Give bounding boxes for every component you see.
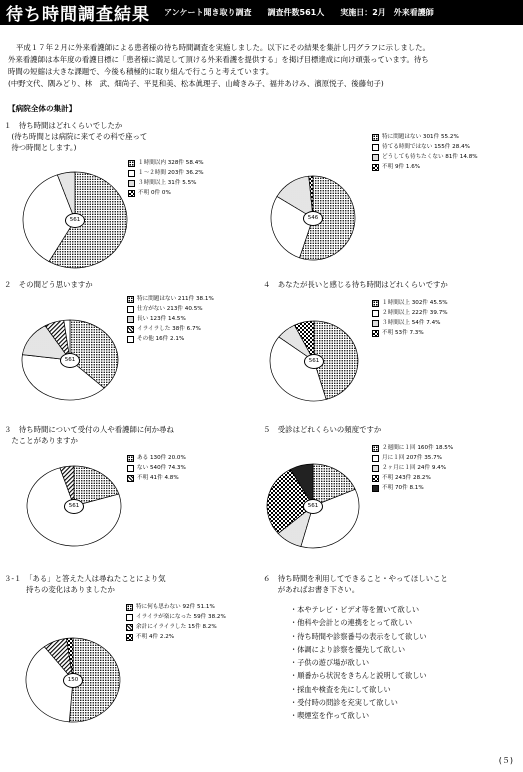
legend-label: 長い 123件 14.5% — [137, 316, 186, 322]
legend-item — [372, 298, 448, 308]
pie-center-label: 561 — [304, 354, 324, 369]
wish-item: ・子供の遊び場が欲しい — [290, 658, 370, 668]
legend-label: 月に１回 207件 35.7% — [382, 455, 442, 461]
pie-center-label: 561 — [65, 213, 85, 228]
wish-list — [290, 603, 427, 723]
legend-item — [372, 142, 478, 152]
legend-item — [127, 453, 186, 463]
legend-label: 仕方がない 213件 40.5% — [137, 306, 203, 312]
legend-swatch — [372, 445, 379, 452]
legend-item — [372, 318, 448, 328]
legend-label: ２時間以上 222件 39.7% — [382, 310, 448, 316]
intro-members: (中野文代、隅みどり、林 武、畑尚子、平見和美、松本眞理子、山崎きみ子、福井あけみ、濱原悦子、後藤旬子) — [8, 79, 384, 88]
legend-label: 不明 53件 7.3% — [382, 330, 424, 336]
question-1: １ 待ち時間はどれくらいでしたか (待ち時間とは病院に来てその科で座って 待つ時間とします。) — [4, 121, 148, 152]
legend-item — [127, 324, 214, 334]
legend-label: ２週間に１回 160件 18.5% — [382, 445, 454, 451]
legend-swatch — [372, 154, 379, 161]
legend-item — [372, 328, 448, 338]
section-heading: 【病院全体の集計】 — [8, 104, 77, 113]
legend-label: 特に何も思わない 92件 51.1% — [136, 604, 215, 610]
legend-item — [372, 463, 453, 473]
legend-swatch — [372, 475, 379, 482]
question-3: ３ 待ち時間について受付の人や看護師に何か尋ね たことがありますか — [4, 425, 174, 445]
wish-item: ・採血や検査を先にして欲しい — [290, 684, 391, 694]
pie-legend — [372, 443, 453, 493]
legend-item — [128, 158, 204, 168]
legend-label: １時間以内 328件 58.4% — [138, 160, 204, 166]
legend-item — [128, 188, 204, 198]
legend-label: イライラが楽になった 59件 38.2% — [136, 614, 226, 620]
wish-item: ・他科や会計との連携をとって欲しい — [290, 618, 413, 628]
legend-swatch — [372, 300, 379, 307]
legend-item — [128, 178, 204, 188]
legend-item — [127, 334, 214, 344]
legend-swatch — [127, 316, 134, 323]
legend-swatch — [372, 164, 379, 171]
pie-center-label: 150 — [63, 673, 83, 688]
legend-swatch — [126, 634, 133, 641]
legend-item — [127, 463, 186, 473]
wish-item: ・受付時の問診を充実して欲しい — [290, 698, 398, 708]
legend-label: 特に問題はない 301件 55.2% — [382, 134, 459, 140]
legend-swatch — [128, 180, 135, 187]
legend-label: ２ヶ月に１回 24件 9.4% — [382, 465, 447, 471]
legend-label: 不明 41件 4.8% — [137, 475, 179, 481]
legend-swatch — [127, 336, 134, 343]
legend-item — [372, 162, 478, 172]
legend-label: イライラした 38件 6.7% — [137, 326, 201, 332]
legend-item — [128, 168, 204, 178]
legend-item — [127, 294, 214, 304]
legend-label: 不明 70件 8.1% — [382, 485, 424, 491]
question-5: ５ 受診はどれくらいの頻度ですか — [263, 425, 382, 434]
legend-item — [126, 602, 226, 612]
intro-line: 外来看護師は本年度の看護目標に「患者様に満足して頂ける外来看護を提供する」を掲げ目標達成に向け頑張っています。待ち — [8, 55, 429, 64]
legend-swatch — [126, 604, 133, 611]
intro-line: 時間の短縮は大きな課題で、今後も積極的に取り組んで行こうと考えています。 — [8, 67, 274, 76]
legend-item — [372, 473, 453, 483]
wish-item: ・喫煙室を作って欲しい — [290, 711, 370, 721]
legend-swatch — [128, 190, 135, 197]
page-number: (５) — [498, 756, 513, 765]
question-6: ６ 待ち時間を利用してできること・やってほしいこと があればお書き下さい。 — [263, 574, 448, 594]
page-title: 待ち時間調査結果 — [6, 5, 150, 25]
legend-swatch — [372, 320, 379, 327]
legend-swatch — [128, 170, 135, 177]
legend-item — [127, 314, 214, 324]
legend-swatch — [372, 144, 379, 151]
pie-legend — [127, 453, 186, 483]
pie-legend — [372, 132, 478, 172]
legend-item — [372, 483, 453, 493]
legend-item — [372, 443, 453, 453]
legend-label: その他 16件 2.1% — [137, 336, 185, 342]
page-header — [0, 0, 523, 25]
intro-line: 平成１７年２月に外来看護師による患者様の待ち時間調査を実施しました。以下にその結果を集計し円グラフに示しました。 — [16, 43, 430, 52]
legend-swatch — [126, 614, 133, 621]
legend-label: 特に問題はない 211件 38.1% — [137, 296, 214, 302]
question-2: ２ その間どう思いますか — [4, 280, 93, 289]
legend-label: １時間以上 302件 45.5% — [382, 300, 448, 306]
legend-label: ある 130件 20.0% — [137, 455, 186, 461]
legend-label: 不明 4件 2.2% — [136, 634, 175, 640]
legend-label: 余計にイライラした 15件 8.2% — [136, 624, 217, 630]
pie-legend — [372, 298, 448, 338]
legend-swatch — [127, 306, 134, 313]
legend-swatch — [127, 465, 134, 472]
legend-label: 不明 9件 1.6% — [382, 164, 421, 170]
legend-item — [126, 612, 226, 622]
legend-swatch — [126, 624, 133, 631]
legend-label: 待てる時間ではない 155件 28.4% — [382, 144, 470, 150]
question-4: ４ あなたが長いと感じる待ち時間はどれくらいですか — [263, 280, 448, 289]
pie-legend — [127, 294, 214, 344]
legend-label: 不明 0件 0% — [138, 190, 171, 196]
wish-item: ・体調により診察を優先して欲しい — [290, 644, 406, 654]
legend-swatch — [372, 455, 379, 462]
legend-swatch — [128, 160, 135, 167]
wish-item: ・待ち時間や診察番号の表示をして欲しい — [290, 631, 427, 641]
pie-center-label: 561 — [64, 499, 84, 514]
legend-swatch — [372, 330, 379, 337]
legend-swatch — [127, 326, 134, 333]
legend-item — [127, 304, 214, 314]
legend-label: ない 540件 74.3% — [137, 465, 186, 471]
legend-item — [372, 308, 448, 318]
legend-label: １～２時間 203件 36.2% — [138, 170, 204, 176]
legend-swatch — [127, 475, 134, 482]
question-3-1: ３-１ 「ある」と答えた人は尋ねたことにより気 持ちの変化はありましたか — [4, 574, 166, 594]
legend-swatch — [372, 485, 379, 492]
intro-text — [8, 42, 516, 90]
legend-label: 不明 243件 28.2% — [382, 475, 431, 481]
legend-item — [372, 453, 453, 463]
pie-legend — [128, 158, 204, 198]
legend-item — [126, 632, 226, 642]
legend-label: ３時間以上 31件 5.5% — [138, 180, 197, 186]
wish-item: ・本やテレビ・ビデオ等を置いて欲しい — [290, 605, 420, 614]
legend-item — [372, 132, 478, 142]
pie-legend — [126, 602, 226, 642]
pie-center-label: 546 — [303, 211, 323, 226]
page-subtitle: アンケート聞き取り調査 調査件数561人 実施日：2月 外来看護師 — [164, 8, 434, 17]
legend-swatch — [372, 465, 379, 472]
legend-label: ３時間以上 54件 7.4% — [382, 320, 441, 326]
legend-item — [372, 152, 478, 162]
legend-swatch — [127, 296, 134, 303]
legend-label: どうしても待ちたくない 81件 14.8% — [382, 154, 478, 160]
legend-swatch — [127, 455, 134, 462]
legend-item — [127, 473, 186, 483]
legend-item — [126, 622, 226, 632]
pie-center-label: 561 — [60, 353, 80, 368]
legend-swatch — [372, 134, 379, 141]
wish-item: ・順番から状況をきちんと説明して欲しい — [290, 671, 427, 681]
legend-swatch — [372, 310, 379, 317]
pie-center-label: 561 — [303, 499, 323, 514]
